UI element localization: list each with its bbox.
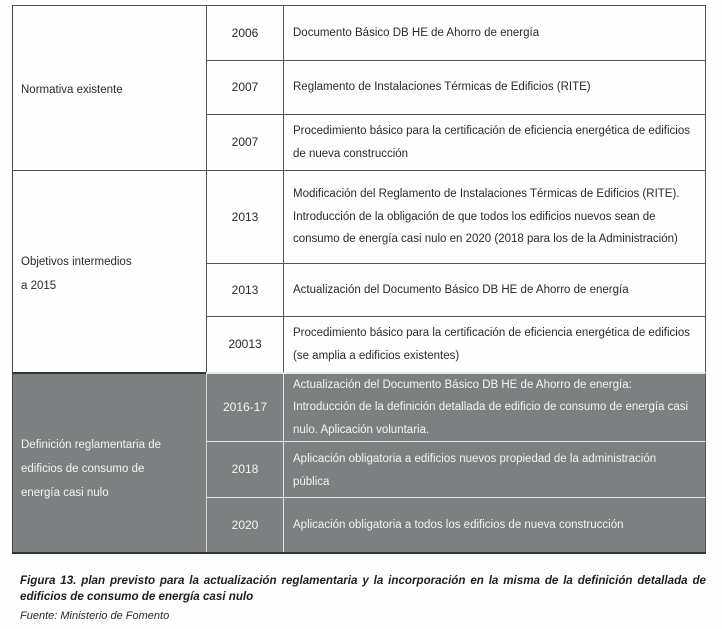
year-cell: 2006 xyxy=(206,5,283,60)
year-cell: 2007 xyxy=(206,60,283,114)
year-cell: 2016-17 xyxy=(206,372,283,441)
year-cell: 2013 xyxy=(206,170,283,263)
group-cell-normativa xyxy=(12,5,206,170)
description-cell: Procedimiento básico para la certificación de eficiencia energética de edificios (se amplia a edificios existentes) xyxy=(283,316,706,372)
description-cell: Aplicación obligatoria a edificios nuevos propiedad de la administración pública xyxy=(283,441,706,497)
description-cell: Modificación del Reglamento de Instalaciones Térmicas de Edificios (RITE). Introducción de la obligación de que todos los edificios nuevos sean de consumo de energía casi nulo en 2020 (2018 para los de la Administración) xyxy=(283,170,706,263)
group-cell-definicion xyxy=(12,372,206,553)
group-label: Definición reglamentaria de xyxy=(21,439,161,451)
description-cell: Aplicación obligatoria a todos los edificios de nueva construcción xyxy=(283,497,706,553)
group-label: edificios de consumo de xyxy=(21,463,145,475)
group-label: Objetivos intermedios xyxy=(21,256,132,268)
figure-caption: Figura 13. plan previsto para la actualización reglamentaria y la incorporación en la misma de la definición detallada de edificios de consumo de energía casi nulo xyxy=(20,574,706,603)
year-cell: 2013 xyxy=(206,263,283,316)
year-cell: 2007 xyxy=(206,114,283,170)
timeline-table xyxy=(12,5,706,553)
group-label: energía casi nulo xyxy=(21,487,109,499)
year-cell: 2018 xyxy=(206,441,283,497)
description-cell: Actualización del Documento Básico DB HE de Ahorro de energía: Introducción de la definición detallada de edificio de consumo de energía casi nulo. Aplicación voluntaria. xyxy=(283,372,706,441)
description-cell: Procedimiento básico para la certificación de eficiencia energética de edificios de nueva construcción xyxy=(283,114,706,170)
year-cell: 20013 xyxy=(206,316,283,372)
group-label: Normativa existente xyxy=(21,84,123,96)
table-bottom-border xyxy=(12,552,706,554)
group-label: a 2015 xyxy=(21,280,57,292)
description-cell: Reglamento de Instalaciones Térmicas de Edificios (RITE) xyxy=(283,60,706,114)
year-cell: 2020 xyxy=(206,497,283,553)
group-cell-objetivos xyxy=(12,170,206,372)
figure-source: Fuente: Ministerio de Fomento xyxy=(20,610,170,622)
description-cell: Actualización del Documento Básico DB HE de Ahorro de energía xyxy=(283,263,706,316)
description-cell: Documento Básico DB HE de Ahorro de energía xyxy=(283,5,706,60)
